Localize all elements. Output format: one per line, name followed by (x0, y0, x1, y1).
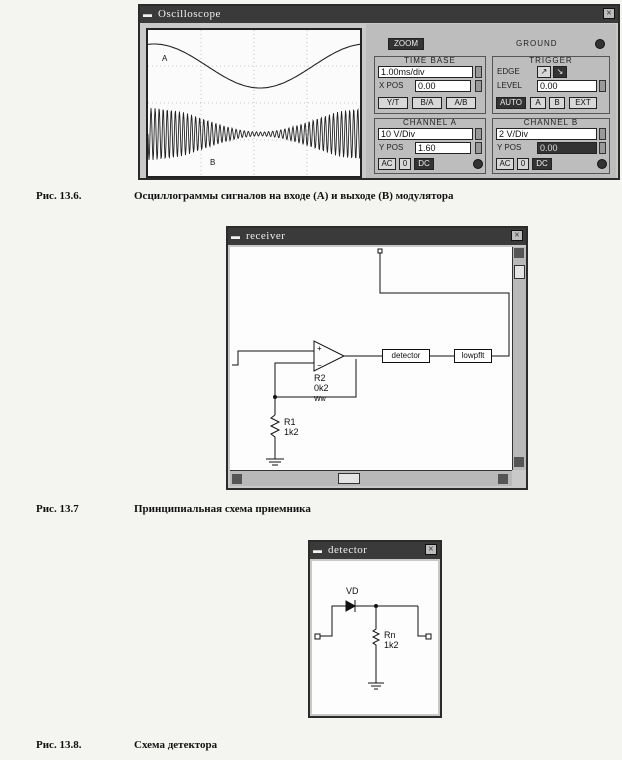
r2-value: 0k2 (314, 383, 329, 393)
input-terminal (315, 634, 320, 639)
channel-b-ypos-field[interactable]: 0.00 (537, 142, 597, 154)
scroll-right-icon[interactable] (498, 474, 508, 484)
detector-schematic (312, 561, 438, 714)
rn-label: Rn (384, 630, 396, 640)
channel-a-scale-field[interactable]: 10 V/Div (378, 128, 473, 140)
junction-dot (273, 395, 277, 399)
scroll-left-icon[interactable] (232, 474, 242, 484)
oscilloscope-window (138, 4, 620, 180)
control-panel (366, 24, 616, 178)
output-wire (418, 606, 426, 636)
trigger-b-button[interactable]: B (549, 97, 565, 109)
vertical-scroll-thumb[interactable] (514, 265, 525, 279)
channel-a-ac-button[interactable]: AC (378, 158, 396, 170)
channel-b-scale-spinner[interactable] (599, 128, 606, 140)
horizontal-scroll-thumb[interactable] (338, 473, 360, 484)
r2-label: R2 (314, 373, 326, 383)
channel-a-terminal[interactable] (473, 159, 483, 169)
figure-13-7-number: Рис. 13.7 (36, 503, 79, 515)
xpos-field[interactable]: 0.00 (415, 80, 471, 92)
detector-canvas[interactable] (312, 561, 438, 714)
inverting-input-wire (275, 363, 314, 415)
figure-13-8-number: Рис. 13.8. (36, 739, 82, 751)
trigger-auto-button[interactable]: AUTO (496, 97, 526, 109)
window-title: receiver (246, 230, 286, 242)
channel-a-title: CHANNEL A (402, 118, 458, 127)
figure-13-6-number: Рис. 13.6. (36, 190, 82, 202)
channel-a-scale-spinner[interactable] (475, 128, 482, 140)
channel-b-zero-button[interactable]: 0 (517, 158, 529, 170)
scroll-down-icon[interactable] (514, 457, 524, 467)
channel-b-ypos-spinner[interactable] (599, 142, 606, 154)
detector-window (308, 540, 442, 718)
detector-titlebar[interactable] (310, 542, 440, 559)
time-base-title: TIME BASE (404, 56, 456, 65)
close-icon[interactable]: × (425, 544, 437, 555)
channel-b-ac-button[interactable]: AC (496, 158, 514, 170)
minus-sign: − (317, 361, 322, 370)
level-label: LEVEL (497, 81, 522, 90)
time-base-spinner[interactable] (475, 66, 482, 78)
channel-b-group (492, 118, 610, 174)
r2-zigzag-glyph: Ww (314, 396, 326, 403)
channel-a-dc-button[interactable]: DC (414, 158, 434, 170)
figure-13-8-caption: Схема детектора (134, 739, 218, 751)
figure-13-6-caption: Осциллограммы сигналов на входе (А) и выходе (В) модулятора (134, 190, 454, 202)
output-terminal (378, 249, 382, 253)
channel-a-ypos-field[interactable]: 1.60 (415, 142, 471, 154)
diode-label: VD (346, 586, 359, 596)
channel-a-group (374, 118, 486, 174)
channel-b-scale-field[interactable]: 2 V/Div (496, 128, 597, 140)
channel-a-ypos-label: Y POS (379, 143, 404, 152)
channel-b-ypos-label: Y POS (497, 143, 522, 152)
figure-13-7-caption: Принципиальная схема приемника (134, 503, 311, 515)
rn-resistor (373, 606, 379, 683)
channel-a-ypos-spinner[interactable] (475, 142, 482, 154)
ground-terminal[interactable] (595, 39, 605, 49)
horizontal-scrollbar[interactable] (230, 470, 512, 486)
receiver-canvas[interactable] (230, 247, 512, 470)
level-field[interactable]: 0.00 (537, 80, 597, 92)
lowpass-block[interactable]: lowpflt (454, 349, 492, 363)
output-terminal (426, 634, 431, 639)
xpos-label: X POS (379, 81, 404, 90)
oscilloscope-screen (146, 28, 362, 178)
detector-block[interactable]: detector (382, 349, 430, 363)
xpos-spinner[interactable] (475, 80, 482, 92)
diode-symbol (346, 601, 355, 611)
mode-ab-button[interactable]: A/B (446, 97, 476, 109)
close-icon[interactable]: × (511, 230, 523, 241)
rn-value: 1k2 (384, 640, 399, 650)
trigger-a-button[interactable]: A (530, 97, 546, 109)
system-menu-icon[interactable]: ▬ (143, 9, 152, 19)
zoom-button[interactable]: ZOOM (388, 38, 424, 50)
junction-dot (374, 604, 378, 608)
time-base-group (374, 56, 486, 114)
oscilloscope-titlebar[interactable] (140, 6, 618, 23)
trigger-group (492, 56, 610, 114)
ground-label: GROUND (516, 39, 558, 48)
system-menu-icon[interactable]: ▬ (313, 545, 322, 555)
scope-grid (148, 30, 360, 176)
plus-sign: + (317, 344, 322, 353)
level-spinner[interactable] (599, 80, 606, 92)
channel-b-title: CHANNEL B (523, 118, 579, 127)
trigger-title: TRIGGER (529, 56, 573, 65)
vertical-scrollbar[interactable] (512, 247, 526, 470)
window-title: detector (328, 544, 368, 556)
r1-value: 1k2 (284, 427, 299, 437)
r1-resistor (271, 415, 279, 459)
time-base-field[interactable]: 1.00ms/div (378, 66, 473, 78)
scroll-up-icon[interactable] (514, 248, 524, 258)
channel-b-dc-button[interactable]: DC (532, 158, 552, 170)
input-wire (320, 606, 346, 636)
trace-a-label: A (162, 54, 168, 63)
receiver-titlebar[interactable] (228, 228, 526, 245)
trigger-ext-button[interactable]: EXT (569, 97, 597, 109)
edge-rising-button[interactable]: ↗ (537, 66, 551, 78)
edge-falling-button[interactable]: ↘ (553, 66, 567, 78)
system-menu-icon[interactable]: ▬ (231, 231, 240, 241)
trace-b-label: B (210, 158, 216, 167)
mode-yt-button[interactable]: Y/T (378, 97, 408, 109)
output-wire (380, 253, 509, 356)
window-title: Oscilloscope (158, 8, 221, 20)
receiver-window (226, 226, 528, 490)
channel-a-zero-button[interactable]: 0 (399, 158, 411, 170)
edge-label: EDGE (497, 67, 520, 76)
close-icon[interactable]: × (603, 8, 615, 19)
mode-ba-button[interactable]: B/A (412, 97, 442, 109)
channel-b-terminal[interactable] (597, 159, 607, 169)
r1-label: R1 (284, 417, 296, 427)
